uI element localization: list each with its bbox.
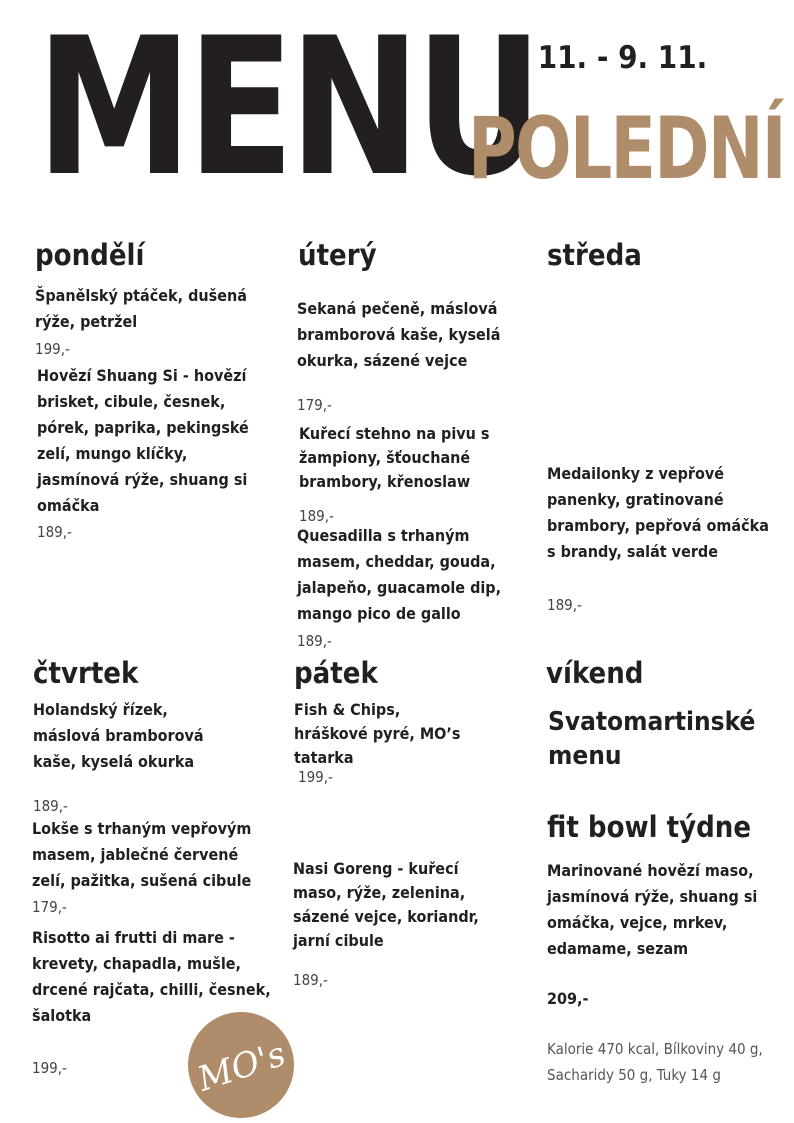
- weekend-special: Svatomartinské menu: [548, 707, 756, 771]
- menu-subtitle: POLEDNÍ: [468, 99, 785, 199]
- dish-thursday-3: Risotto ai frutti di mare - krevety, chapadla, mušle, drcené rajčata, chilli, česnek, šalotka: [32, 928, 271, 1025]
- mos-logo-mark: [188, 1012, 294, 1118]
- fit-bowl-nutrition: Kalorie 470 kcal, Bílkoviny 40 g, Sacharidy 50 g, Tuky 14 g: [547, 1040, 763, 1084]
- dish-monday-1: Španělský ptáček, dušená rýže, petržel: [35, 286, 247, 331]
- dish-thursday-2: Lokše s trhaným vepřovým masem, jablečné červené zelí, pažitka, sušená cibule: [32, 819, 252, 890]
- dish-wednesday-1: Medailonky z vepřové panenky, gratinované brambory, pepřová omáčka s brandy, salát verde: [547, 464, 769, 561]
- mos-logo: [188, 1012, 294, 1118]
- price-wednesday-1: 189,-: [547, 596, 582, 614]
- price-tuesday-2: 189,-: [299, 507, 334, 525]
- price-thursday-2: 179,-: [32, 898, 67, 916]
- fit-bowl-dish: Marinované hovězí maso, jasmínová rýže, shuang si omáčka, vejce, mrkev, edamame, sezam: [547, 861, 758, 958]
- menu-title: MENU: [36, 0, 538, 218]
- fit-bowl-price: 209,-: [547, 989, 589, 1008]
- price-thursday-1: 189,-: [33, 797, 68, 815]
- dish-tuesday-3: Quesadilla s trhaným masem, cheddar, gouda, jalapeňo, guacamole dip, mango pico de gallo: [297, 526, 502, 623]
- dish-tuesday-1: Sekaná pečeně, máslová bramborová kaše, kyselá okurka, sázené vejce: [297, 299, 501, 370]
- dish-tuesday-2: Kuřecí stehno na pivu s žampiony, šťouchané brambory, křenoslaw: [299, 424, 490, 491]
- price-tuesday-3: 189,-: [297, 632, 332, 650]
- price-monday-1: 199,-: [35, 340, 70, 358]
- price-friday-1: 199,-: [298, 768, 333, 786]
- dish-monday-2: Hovězí Shuang Si - hovězí brisket, cibule, česnek, pórek, paprika, pekingské zelí, mungo klíčky, jasmínová rýže, shuang si omáčka: [37, 366, 249, 515]
- price-thursday-3: 199,-: [32, 1059, 67, 1077]
- day-heading-thursday: čtvrtek: [33, 656, 139, 690]
- date-range: 3. 11. - 9. 11.: [498, 40, 708, 76]
- dish-friday-1: Fish & Chips, hráškové pyré, MO’s tatarka: [294, 700, 461, 767]
- logo-text: MO's: [192, 1034, 291, 1100]
- day-heading-tuesday: úterý: [298, 238, 377, 272]
- price-tuesday-1: 179,-: [297, 396, 332, 414]
- day-heading-wednesday: středa: [547, 238, 642, 272]
- price-friday-2: 189,-: [293, 971, 328, 989]
- day-heading-friday: pátek: [294, 656, 378, 690]
- price-monday-2: 189,-: [37, 523, 72, 541]
- day-heading-weekend: víkend: [546, 656, 644, 690]
- dish-friday-2: Nasi Goreng - kuřecí maso, rýže, zelenina, sázené vejce, koriandr, jarní cibule: [293, 859, 479, 950]
- dish-thursday-1: Holandský řízek, máslová bramborová kaše, kyselá okurka: [33, 700, 204, 771]
- day-heading-monday: pondělí: [35, 238, 145, 272]
- fit-bowl-heading: fit bowl týdne: [547, 810, 752, 844]
